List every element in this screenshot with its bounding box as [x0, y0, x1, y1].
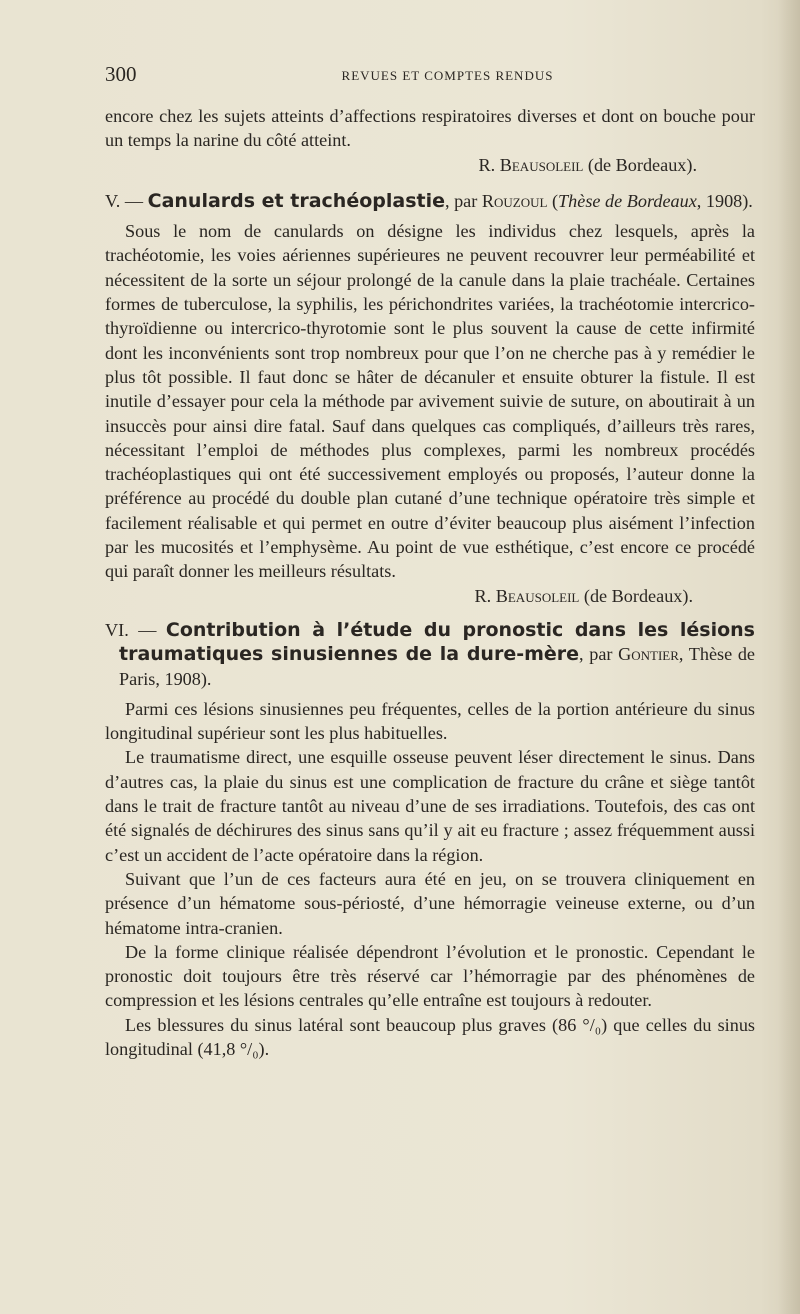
section-vi-numeral: VI. —	[105, 619, 157, 640]
section-vi-paragraph-3: Suivant que l’un de ces facteurs aura été en jeu, on se trouvera cliniquement en présence d’un hématome sous-périosté, d’une hémorragie veineuse externe, ou d’un hématome intra-cranien.	[105, 868, 755, 938]
intro-signature	[105, 153, 755, 177]
intro-paragraph: encore chez les sujets atteints d’affections respiratoires diverses et dont on bouche pour un temps la narine du côté atteint.	[105, 106, 755, 151]
section-vi-by: , par	[579, 644, 613, 665]
section-vi-heading	[105, 618, 755, 691]
signature-city: (de Bordeaux).	[587, 154, 697, 175]
section-vi-paragraph-2: Le traumatisme direct, une esquille osseuse peuvent léser directement le sinus. Dans d’autres cas, la plaie du sinus est une complication de fracture du crâne et siège tantôt dans le trait de fracture tantôt au niveau d’une de ses irradiations. Toutefois, des cas ont été signalés de déchirures des sinus sans qu’il y ait eu fracture ; assez fréquemment aussi c’est un accident de l’acte opératoire dans la région.	[105, 747, 755, 865]
section-v-paragraph: Sous le nom de canulards on désigne les individus chez lesquels, après la trachéotomie, les voies aériennes supérieures ne peuvent recouvrer leur perméabilité et nécessitent de la sorte un séjour prolongé de la canule dans la plaie trachéale. Certaines formes de tuberculose, la syphilis, les périchondrites variées, la trachéotomie intercrico-thyroïdienne ou intercrico-thyrotomie sont le plus souvent la cause de cette infirmité dont les inconvénients sont trop nombreux pour que l’on ne cherche pas à y remédier le plus tôt possible. Il faut donc se hâter de décanuler et ensuite obturer la fistule. Il est inutile d’essayer pour cela la méthode par avivement suivie de suture, on aboutirait à un insuccès pour ainsi dire fatal. Sauf dans quelques cas compliqués, d’ailleurs très rares, nécessitant l’emploi de méthodes plus complexes, parmi les nombreux procédés trachéoplastiques qui ont été successivement employés ou proposés, l’auteur donne la préférence au procédé du double plan cutané d’une technique opératoire très simple et facilement réalisable et qui permet en outre d’éviter beaucoup plus aisément l’infection par les mucosités et l’emphysème. Au point de vue esthétique, c’est encore ce procédé qui paraît donner les meilleurs résultats.	[105, 221, 755, 582]
page-content	[105, 104, 755, 1061]
page-edge-shadow	[778, 0, 800, 1314]
section-vi-paragraph-4: De la forme clinique réalisée dépendront l’évolution et le pronostic. Cependant le pronostic doit toujours être très réservé car l’hémorragie par des phénomènes de compression et les lésions centrales qu’elle entraîne est toujours à redouter.	[105, 941, 755, 1011]
section-vi-author: Gontier	[618, 644, 679, 665]
section-vi-title: Contribution à l’étude du pronostic dans les lésions traumatiques sinusiennes de la dure-mère	[119, 618, 755, 666]
page-header	[105, 62, 760, 92]
signature-name: Beausoleil	[495, 585, 580, 606]
signature-initial: R.	[474, 585, 492, 606]
section-vi-source: , Thèse de Paris, 1908).	[119, 644, 755, 689]
section-v-source-title: Thèse de Bordeaux	[558, 190, 697, 211]
signature-city: (de Bordeaux).	[583, 585, 693, 606]
section-v-by: , par	[444, 190, 478, 211]
section-v-source-close: , 1908).	[696, 190, 753, 211]
section-v-signature	[105, 584, 755, 608]
section-v-author: Rouzoul	[481, 190, 548, 211]
running-title: REVUES ET COMPTES RENDUS	[341, 68, 554, 83]
signature-name: Beausoleil	[499, 154, 584, 175]
page-number: 300	[105, 62, 137, 86]
section-v-heading	[105, 189, 755, 213]
section-v-title: Canulards et trachéoplastie	[147, 189, 445, 212]
signature-initial: R.	[478, 154, 496, 175]
section-v-source-open: (	[551, 190, 559, 211]
section-vi-paragraph-5: Les blessures du sinus latéral sont beaucoup plus graves (86 °/₀) que celles du sinus longitudinal (41,8 °/₀).	[105, 1014, 755, 1059]
section-v-numeral: V. —	[105, 190, 144, 211]
section-vi-paragraph-1: Parmi ces lésions sinusiennes peu fréquentes, celles de la portion antérieure du sinus longitudinal supérieur sont les plus habituelles.	[105, 698, 755, 744]
